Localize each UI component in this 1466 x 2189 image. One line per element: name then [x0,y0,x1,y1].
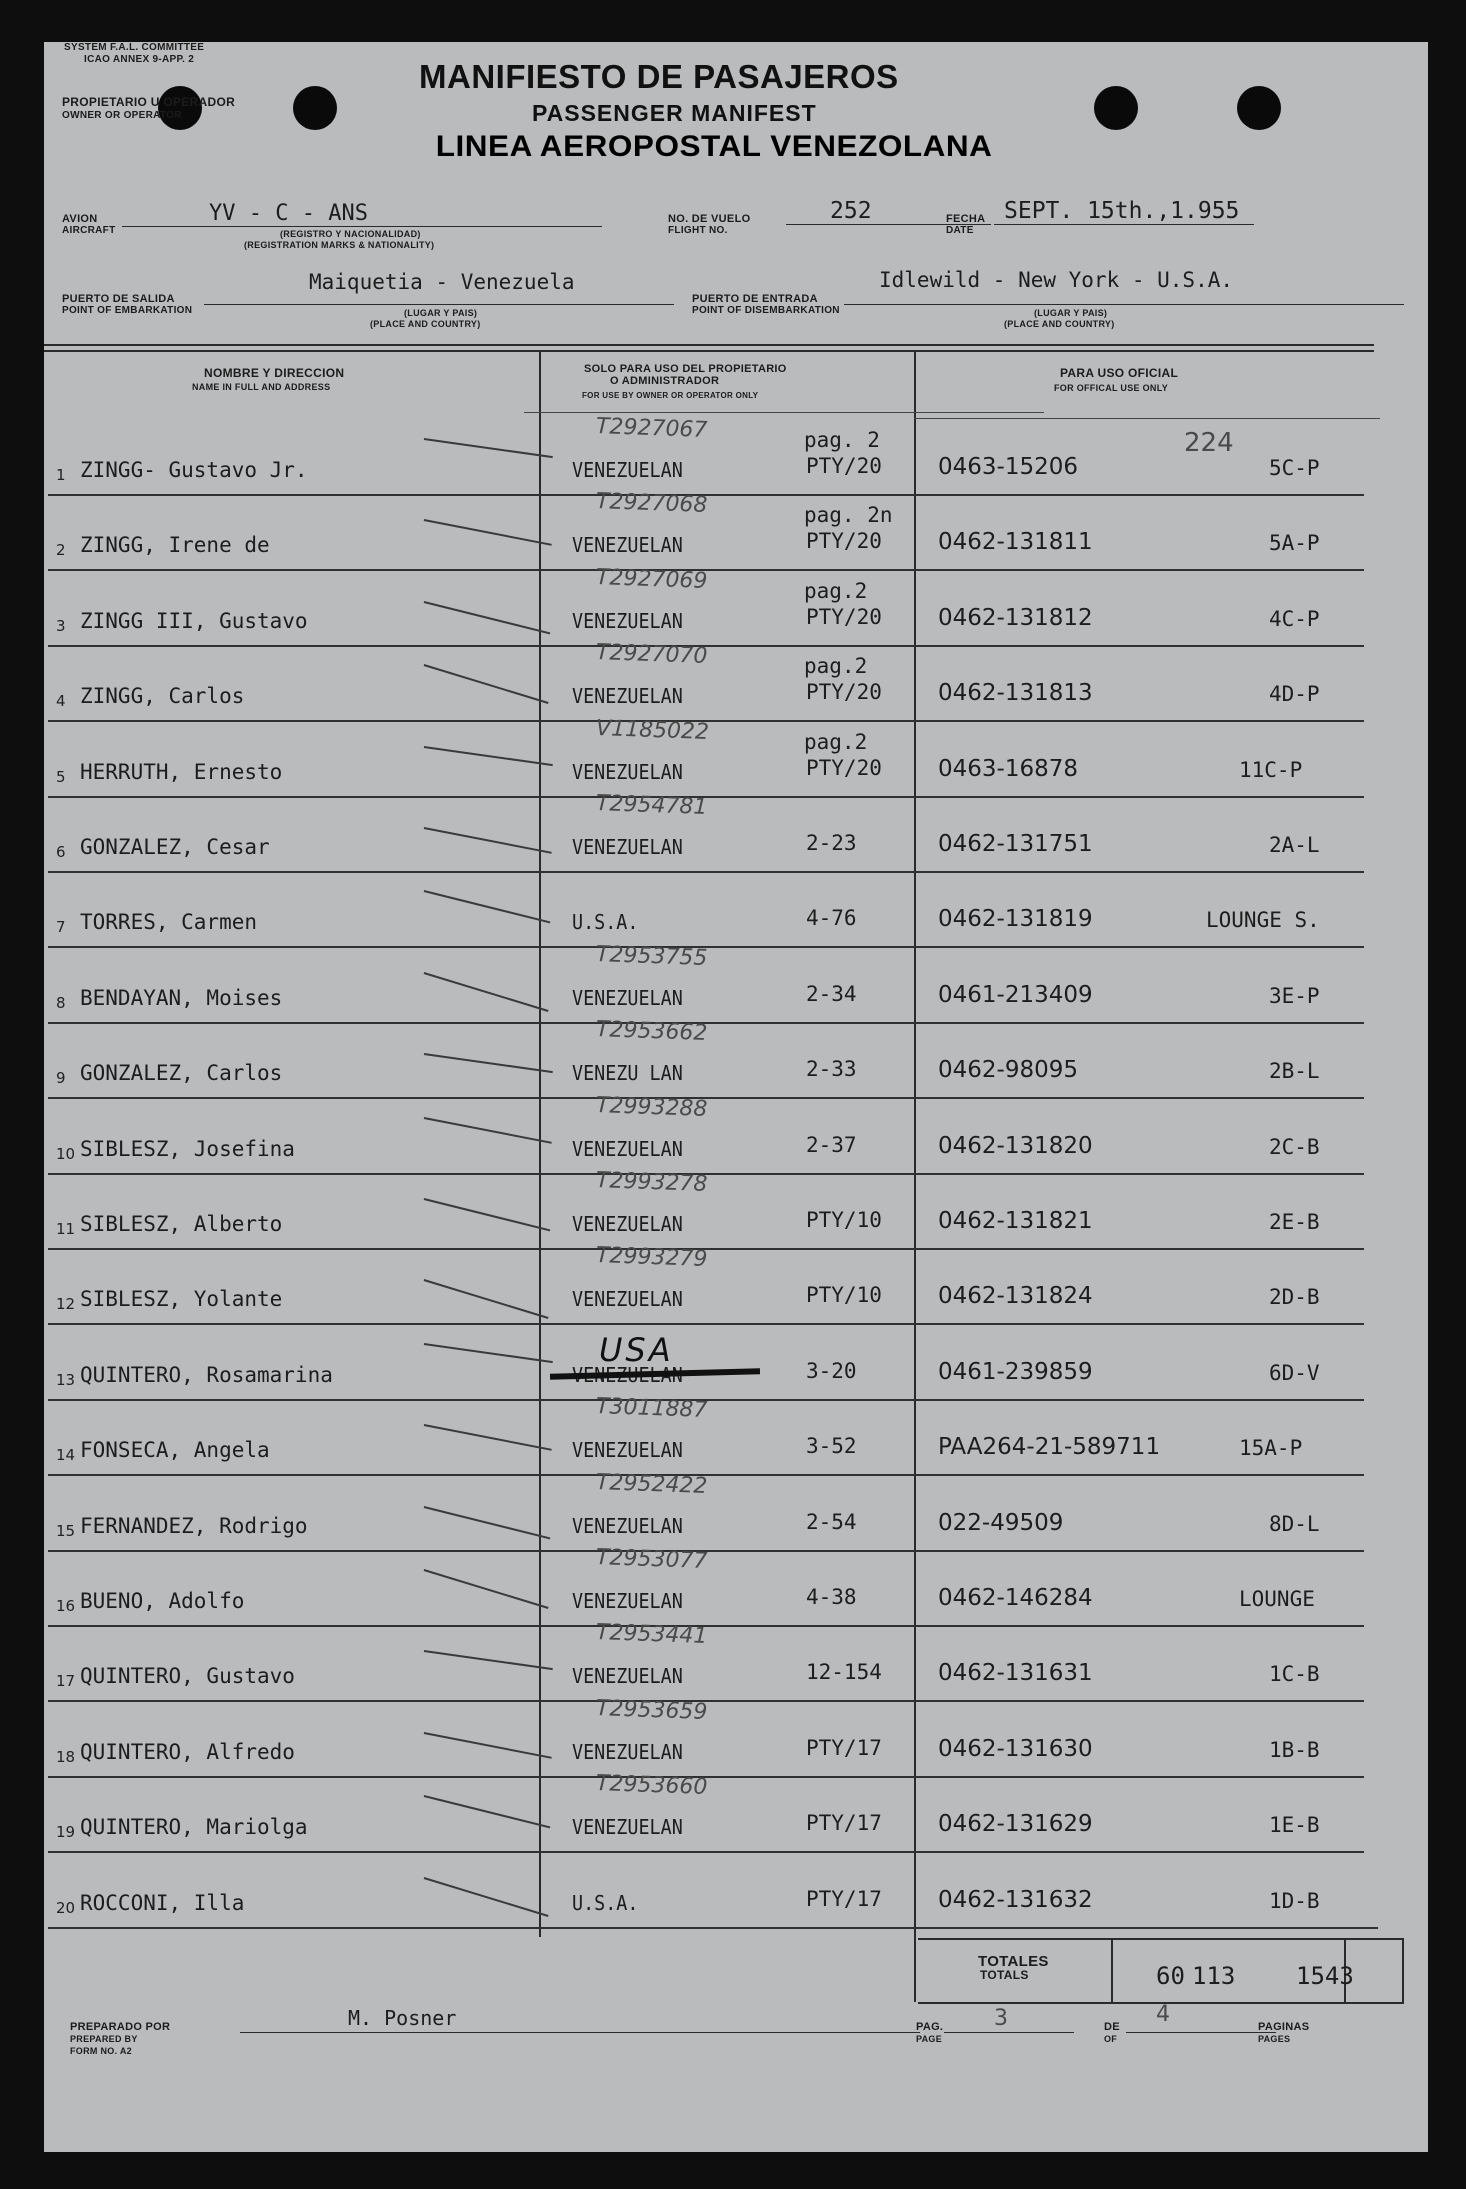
pages-label-en: PAGES [1258,2034,1291,2044]
passenger-name: FERNANDEZ, Rodrigo [80,1514,308,1538]
seat-assignment: 5C-P [1269,456,1320,480]
seat-assignment: 2D-B [1269,1285,1320,1309]
route-code: 2-54 [806,1510,857,1534]
seat-assignment: 11C-P [1239,758,1303,782]
passenger-row [44,1620,1428,1702]
ticket-number: 0462-131631 [938,1660,1093,1686]
row-number: 8 [56,994,66,1012]
ticket-number: 0462-131811 [938,529,1093,555]
passenger-row [44,1855,1428,1929]
ticket-number: 0462-98095 [938,1057,1078,1083]
passenger-row [44,791,1428,873]
title-es: MANIFIESTO DE PASAJEROS [419,58,899,95]
row-rule [48,1851,1364,1853]
committee-line-1: SYSTEM F.A.L. COMMITTEE [64,42,205,53]
row-number: 1 [56,466,66,484]
checkmark-stroke [424,972,549,1011]
passenger-name: QUINTERO, Mariolga [80,1815,308,1839]
totals-value-2: 113 [1192,1962,1236,1990]
passenger-row [44,1545,1428,1627]
handwritten-ticket-ref: T2927069 [595,565,708,594]
route-code: 2-23 [806,831,857,855]
nationality: VENEZU LAN [572,1061,683,1085]
handwritten-ticket-ref: T3011887 [595,1394,708,1423]
route-code: 3-20 [806,1359,857,1383]
route-code: 2-37 [806,1133,857,1157]
of-value: 4 [1156,2002,1170,2027]
route-code: PTY/17 [806,1811,882,1835]
checkmark-stroke [424,1650,553,1670]
passenger-row [44,1327,1428,1401]
handwritten-ticket-ref: T2954781 [595,791,708,820]
punch-hole-4 [1237,86,1281,130]
handwritten-ticket-ref: T2927070 [595,640,708,669]
flight-no-label-en: FLIGHT NO. [668,225,728,236]
aircraft-value: YV - C - ANS [209,201,368,226]
seat-assignment: LOUNGE S. [1206,908,1320,932]
ticket-number: 0462-146284 [938,1585,1093,1611]
col-name-en: NAME IN FULL AND ADDRESS [192,382,331,392]
date-value: SEPT. 15th.,1.955 [1004,198,1240,224]
row-number: 20 [56,1899,76,1917]
passenger-row [44,1093,1428,1175]
passenger-name: HERRUTH, Ernesto [80,760,283,784]
ticket-number: 0462-131813 [938,680,1093,706]
aircraft-label-en: AIRCRAFT [62,225,116,236]
passenger-row [44,1017,1428,1099]
handwritten-correction: USA [599,1331,674,1369]
checkmark-stroke [424,1732,552,1758]
row-number: 10 [56,1145,76,1163]
checkmark-stroke [424,746,553,766]
ticket-number: 0462-131820 [938,1133,1093,1159]
checkmark-stroke [424,1877,549,1916]
page-note: pag. 2n [804,503,893,527]
checkmark-stroke [424,664,549,703]
passenger-name: GONZALEZ, Carlos [80,1061,283,1085]
totals-label-es: TOTALES [978,1953,1049,1970]
checkmark-stroke [424,1053,553,1073]
checkmark-stroke [424,1506,551,1539]
row-rule [48,871,1364,873]
seat-assignment: 3E-P [1269,984,1320,1008]
embark-label-en: POINT OF EMBARKATION [62,305,193,316]
handwritten-ticket-ref: T2993279 [595,1243,708,1272]
handwritten-ticket-ref: T2927068 [595,489,708,518]
nationality: VENEZUELAN [572,1589,683,1613]
row-number: 19 [56,1823,76,1841]
row-number: 5 [56,768,66,786]
embark-caption-en: (PLACE AND COUNTRY) [370,319,481,329]
row-number: 11 [56,1220,76,1238]
nationality: VENEZUELAN [572,1137,683,1161]
route-code: PTY/20 [806,680,882,704]
seat-assignment: 5A-P [1269,531,1320,555]
date-label-en: DATE [946,225,974,236]
passenger-name: TORRES, Carmen [80,910,258,934]
route-code: PTY/17 [806,1736,882,1760]
disembark-label-es: PUERTO DE ENTRADA [692,293,818,305]
row-number: 15 [56,1522,76,1540]
seat-assignment: 2B-L [1269,1059,1320,1083]
nationality: VENEZUELAN [572,458,683,482]
seat-assignment: 1B-B [1269,1738,1320,1762]
passenger-row [44,489,1428,571]
route-code: PTY/20 [806,454,882,478]
nationality: VENEZUELAN [572,533,683,557]
seat-assignment: 15A-P [1239,1436,1303,1460]
col-official-es: PARA USO OFICIAL [1060,366,1179,380]
col-official-en: FOR OFFICAL USE ONLY [1054,383,1169,393]
seat-assignment: 2E-B [1269,1210,1320,1234]
checkmark-stroke [424,438,553,458]
disembark-label-en: POINT OF DISEMBARKATION [692,305,840,316]
row-number: 6 [56,843,66,861]
nationality: VENEZUELAN [572,1287,683,1311]
seat-assignment: LOUNGE [1239,1587,1315,1611]
seat-assignment: 4C-P [1269,607,1320,631]
flight-no-value: 252 [830,198,872,224]
punch-hole-2 [293,86,337,130]
ticket-number: 0461-239859 [938,1359,1093,1385]
of-label-en: OF [1104,2034,1118,2044]
passenger-row [44,874,1428,948]
handwritten-ticket-ref: T2993288 [595,1093,708,1122]
ticket-number: 0461-213409 [938,982,1093,1008]
totals-label-en: TOTALS [980,1968,1029,1982]
route-code: PTY/17 [806,1887,882,1911]
checkmark-stroke [424,1117,552,1143]
checkmark-stroke [424,601,551,634]
aircraft-caption-en: (REGISTRATION MARKS & NATIONALITY) [244,240,435,250]
route-code: 4-76 [806,906,857,930]
row-number: 4 [56,692,66,710]
passenger-name: ROCCONI, Illa [80,1891,245,1915]
checkmark-stroke [424,1569,549,1608]
route-code: 2-33 [806,1057,857,1081]
handwritten-ticket-ref: T2927067 [595,414,708,443]
ticket-number: 0462-131819 [938,906,1093,932]
disembark-caption-es: (LUGAR Y PAIS) [1034,308,1108,318]
route-code: PTY/10 [806,1283,882,1307]
passenger-row [44,1771,1428,1853]
page-note: pag.2 [804,579,868,603]
page-note: pag.2 [804,654,868,678]
seat-assignment: 4D-P [1269,682,1320,706]
row-rule [48,1927,1378,1929]
passenger-name: GONZALEZ, Cesar [80,835,270,859]
checkmark-stroke [424,519,552,545]
passenger-row [44,1696,1428,1778]
passenger-name: ZINGG- Gustavo Jr. [80,458,308,482]
pages-label-es: PAGINAS [1258,2021,1310,2033]
totals-value-3: 1543 [1296,1962,1354,1990]
passenger-row [44,565,1428,647]
passenger-name: FONSECA, Angela [80,1438,270,1462]
row-number: 9 [56,1069,66,1087]
seat-assignment: 1D-B [1269,1889,1320,1913]
ticket-number: 0462-131821 [938,1208,1093,1234]
route-code: PTY/20 [806,756,882,780]
punch-hole-3 [1094,86,1138,130]
checkmark-stroke [424,1279,549,1318]
route-code: PTY/20 [806,529,882,553]
title-en: PASSENGER MANIFEST [532,100,817,126]
page-label-es: PAG. [916,2021,944,2033]
of-label-es: DE [1104,2021,1120,2033]
passenger-name: ZINGG, Carlos [80,684,245,708]
embark-value: Maiquetia - Venezuela [309,270,575,294]
nationality: VENEZUELAN [572,835,683,859]
manifest-sheet [44,42,1428,2152]
passenger-row [44,1168,1428,1250]
route-code: 2-34 [806,982,857,1006]
row-number: 12 [56,1295,76,1313]
embark-label-es: PUERTO DE SALIDA [62,293,175,305]
flight-no-label-es: NO. DE VUELO [668,213,751,225]
passenger-row [44,640,1428,722]
passenger-row [44,716,1428,798]
ticket-number: 0463-16878 [938,756,1078,782]
disembark-value: Idlewild - New York - U.S.A. [879,268,1234,292]
page-value: 3 [994,2006,1008,2031]
passenger-name: BENDAYAN, Moises [80,986,283,1010]
route-code: PTY/10 [806,1208,882,1232]
passenger-name: SIBLESZ, Josefina [80,1137,295,1161]
row-number: 18 [56,1748,76,1766]
aircraft-label-es: AVION [62,213,98,225]
handwritten-ticket-ref: T2953755 [595,942,708,971]
handwritten-extra: 224 [1184,428,1234,458]
checkmark-stroke [424,1795,551,1828]
nationality: U.S.A. [572,910,639,934]
col-owner-es1: SOLO PARA USO DEL PROPIETARIO [584,363,787,375]
ticket-number: 0463-15206 [938,454,1078,480]
nationality: VENEZUELAN [572,1212,683,1236]
row-rule [48,1323,1364,1325]
row-number: 2 [56,541,66,559]
passenger-name: QUINTERO, Rosamarina [80,1363,333,1387]
checkmark-stroke [424,827,552,853]
disembark-caption-en: (PLACE AND COUNTRY) [1004,319,1115,329]
checkmark-stroke [424,1343,553,1363]
handwritten-ticket-ref: V1185022 [595,716,710,745]
handwritten-ticket-ref: T2953441 [595,1620,708,1649]
seat-assignment: 1E-B [1269,1813,1320,1837]
ticket-number: 0462-131629 [938,1811,1093,1837]
row-number: 16 [56,1597,76,1615]
checkmark-stroke [424,1198,551,1231]
page-label-en: PAGE [916,2034,943,2044]
nationality: VENEZUELAN [572,684,683,708]
nationality: U.S.A. [572,1891,639,1915]
ticket-number: 0462-131632 [938,1887,1093,1913]
row-number: 3 [56,617,66,635]
nationality: VENEZUELAN [572,1514,683,1538]
route-code: 3-52 [806,1434,857,1458]
page-note: pag. 2 [804,428,880,452]
page-note: pag.2 [804,730,868,754]
aircraft-caption-es: (REGISTRO Y NACIONALIDAD) [280,229,421,239]
row-number: 7 [56,918,66,936]
form-number: FORM NO. A2 [70,2046,132,2056]
committee-line-2: ICAO ANNEX 9-APP. 2 [84,54,195,65]
nationality: VENEZUELAN [572,1815,683,1839]
passenger-row [44,414,1428,496]
ticket-number: 0462-131824 [938,1283,1093,1309]
nationality: VENEZUELAN [572,609,683,633]
handwritten-ticket-ref: T2953660 [595,1771,708,1800]
airline-name: LINEA AEROPOSTAL VENEZOLANA [435,130,993,163]
owner-label-es: PROPIETARIO U OPERADOR [62,95,236,109]
passenger-name: ZINGG III, Gustavo [80,609,308,633]
passenger-row [44,1470,1428,1552]
handwritten-ticket-ref: T2952422 [595,1470,708,1499]
passenger-name: QUINTERO, Alfredo [80,1740,295,1764]
owner-label-en: OWNER OR OPERATOR [62,110,182,121]
nationality: VENEZUELAN [572,1740,683,1764]
passenger-name: QUINTERO, Gustavo [80,1664,295,1688]
prepared-by-value: M. Posner [348,2006,457,2030]
nationality: VENEZUELAN [572,1438,683,1462]
seat-assignment: 1C-B [1269,1662,1320,1686]
prepared-label-es: PREPARADO POR [70,2021,171,2033]
handwritten-ticket-ref: T2953662 [595,1017,708,1046]
passenger-name: ZINGG, Irene de [80,533,270,557]
ticket-number: 022-49509 [938,1510,1064,1536]
prepared-label-en: PREPARED BY [70,2034,138,2044]
row-number: 17 [56,1672,76,1690]
col-name-es: NOMBRE Y DIRECCION [204,366,345,380]
passenger-row [44,1394,1428,1476]
seat-assignment: 8D-L [1269,1512,1320,1536]
passenger-row [44,1243,1428,1325]
passenger-row [44,942,1428,1024]
checkmark-stroke [424,890,551,923]
route-code: PTY/20 [806,605,882,629]
nationality: VENEZUELAN [572,1664,683,1688]
route-code: 12-154 [806,1660,882,1684]
handwritten-ticket-ref: T2953077 [595,1545,708,1574]
embark-caption-es: (LUGAR Y PAIS) [404,308,478,318]
seat-assignment: 6D-V [1269,1361,1320,1385]
seat-assignment: 2A-L [1269,833,1320,857]
ticket-number: 0462-131812 [938,605,1093,631]
totals-value-1: 60 [1156,1962,1185,1990]
col-owner-es2: O ADMINISTRADOR [610,375,720,387]
ticket-number: 0462-131630 [938,1736,1093,1762]
seat-assignment: 2C-B [1269,1135,1320,1159]
row-number: 14 [56,1446,76,1464]
passenger-name: SIBLESZ, Yolante [80,1287,283,1311]
date-label-es: FECHA [946,213,986,225]
handwritten-ticket-ref: T2953659 [595,1696,708,1725]
route-code: 4-38 [806,1585,857,1609]
nationality: VENEZUELAN [572,986,683,1010]
checkmark-stroke [424,1424,552,1450]
row-number: 13 [56,1371,76,1389]
passenger-name: BUENO, Adolfo [80,1589,245,1613]
ticket-number: 0462-131751 [938,831,1093,857]
nationality: VENEZUELAN [572,760,683,784]
col-owner-en: FOR USE BY OWNER OR OPERATOR ONLY [582,391,759,400]
handwritten-ticket-ref: T2993278 [595,1168,708,1197]
passenger-name: SIBLESZ, Alberto [80,1212,283,1236]
ticket-number: PAA264-21-589711 [938,1434,1161,1460]
